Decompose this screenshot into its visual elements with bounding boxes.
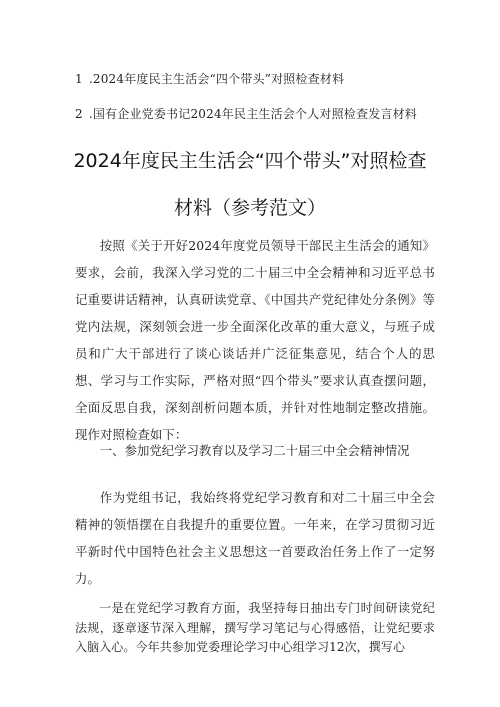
intro-paragraph: 按照《关于开好2024年度党员领导干部民主生活会的通知》要求，会前，我深入学习党的二十届三中全会精神和习近平总书记重要讲话精神，认真研读党章、《中国共产党纪律处分条例》等党内法规，深刻领会进一步全面深化改革的重大意义，与班子成员和广大干部进行了谈心谈话并广泛征集意见，结合个人的思想、学习与工作实际，严格对照“四个带头”要求认真查摆问题，全面反思自我，深刻剖析问题本质，并针对性地制定整改措施。现作对照检查如下： xyxy=(75,238,435,442)
document-title-line-1: 2024年度民主生活会“四个带头”对照检查 xyxy=(73,150,427,172)
section-heading-1: 一、参加党纪学习教育以及学习二十届三中全会精神情况 xyxy=(99,443,410,458)
paragraph-2: 作为党组书记，我始终将党纪学习教育和对二十届三中全会精神的领悟摆在自我提升的重要位置。一年来，在学习贯彻习近平新时代中国特色社会主义思想这一首要政治任务上作了一定努力。 xyxy=(75,490,435,586)
toc-item-1[interactable] xyxy=(75,70,344,87)
paragraph-3: 一是在党纪学习教育方面，我坚持每日抽出专门时间研读党纪法规，逐章逐节深入理解，撰写学习笔记与心得感悟，让党纪要求入脑入心。今年共参加党委理论学习中心组学习12次，撰写心 xyxy=(75,601,435,654)
document-title-line-2: 材料（参考范文） xyxy=(173,197,326,219)
toc-item-text: .2024年度民主生活会“四个带头”对照检查材料 xyxy=(88,72,345,86)
toc-item-text: .国有企业党委书记2024年民主生活会个人对照检查发言材料 xyxy=(88,107,417,121)
toc-item-number: 2 xyxy=(75,107,83,121)
toc-item-2[interactable] xyxy=(75,105,417,122)
toc-item-number: 1 xyxy=(75,72,83,86)
